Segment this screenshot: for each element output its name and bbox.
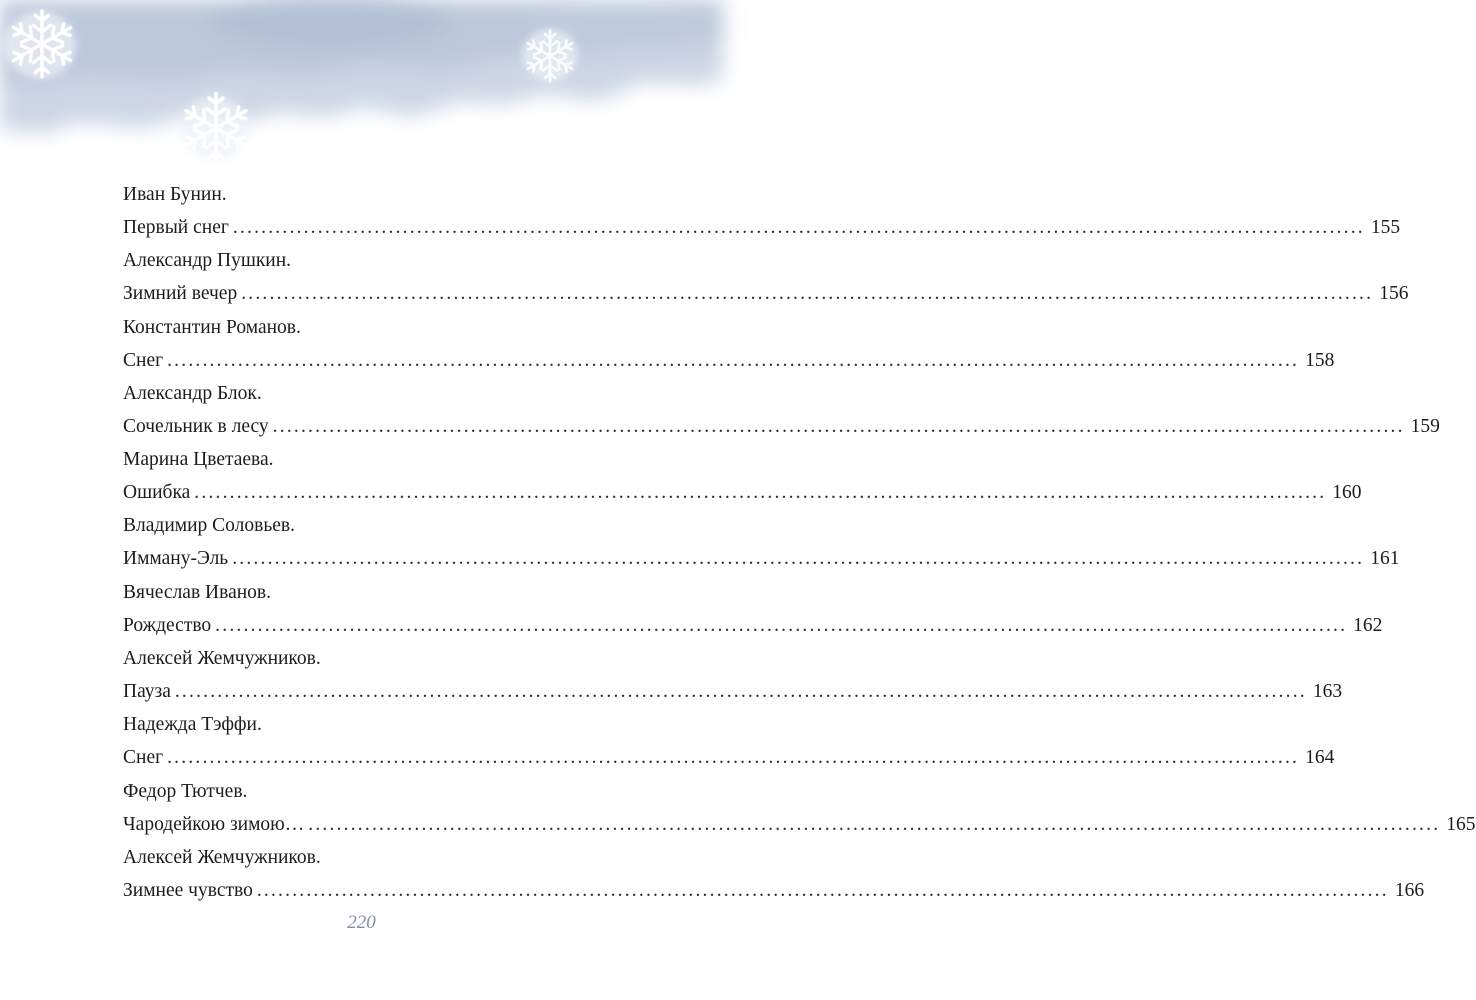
toc-author: Владимир Соловьев. [123, 515, 295, 537]
dot-leader: ................................................................................................................................................................ [194, 482, 1327, 504]
toc-page-number: 165 [1446, 813, 1476, 835]
toc-title: Снег [123, 349, 164, 371]
dot-leader: ................................................................................................................................................................ [272, 415, 1405, 437]
toc-title: Ошибка [123, 482, 191, 504]
toc-page-number: 156 [1379, 283, 1409, 305]
toc-author: Александр Пушкин. [123, 250, 292, 272]
toc-page-number: 162 [1353, 614, 1383, 636]
dot-leader: ................................................................................................................................................................ [232, 217, 1365, 238]
toc-title: Зимний вечер [123, 283, 238, 305]
table-of-contents [123, 178, 1476, 907]
toc-entry[interactable] [123, 443, 1362, 509]
dot-leader: ................................................................................................................................................................ [167, 349, 1300, 371]
toc-author: Александр Блок. [123, 382, 262, 404]
toc-page-number: 159 [1410, 415, 1440, 437]
dot-leader: ................................................................................................................................................................ [256, 879, 1389, 901]
toc-entry[interactable] [123, 708, 1335, 774]
toc-page-number: 160 [1332, 482, 1362, 504]
toc-entry[interactable] [123, 841, 1425, 907]
dot-leader: ................................................................................................................................................................ [241, 283, 1374, 305]
toc-entry[interactable] [123, 178, 1401, 244]
toc-page-number: 161 [1370, 548, 1400, 570]
toc-page-number: 163 [1312, 681, 1343, 703]
toc-title: Первый снег [123, 217, 229, 238]
toc-author: Федор Тютчев. [123, 780, 248, 802]
toc-author: Иван Бунин. [123, 184, 227, 205]
toc-author: Вячеслав Иванов. [123, 581, 272, 603]
toc-page-number: 166 [1394, 879, 1425, 901]
dot-leader: ................................................................................................................................................................ [215, 614, 1348, 636]
toc-author: Надежда Тэффи. [123, 714, 262, 736]
page-number: 220 [347, 912, 376, 933]
toc-author: Марина Цветаева. [123, 449, 274, 471]
toc-entry[interactable] [123, 244, 1409, 310]
toc-page-number: 164 [1305, 747, 1335, 769]
dot-leader: ................................................................................................................................................................ [174, 681, 1307, 703]
toc-author: Константин Романов. [123, 316, 301, 338]
toc-author: Алексей Жемчужников. [123, 846, 321, 868]
toc-title: Зимнее чувство [123, 879, 253, 901]
toc-title: Пауза [123, 681, 171, 703]
dot-leader: ................................................................................................................................................................ [167, 747, 1300, 769]
toc-title: Имману-Эль [123, 548, 229, 570]
dot-leader: ................................................................................................................................................................ [232, 548, 1365, 570]
toc-title: Сочельник в лесу [123, 415, 269, 437]
toc-entry[interactable] [123, 576, 1383, 642]
watercolor-header [0, 0, 723, 170]
toc-page-number: 155 [1370, 217, 1401, 238]
toc-entry[interactable] [123, 642, 1343, 708]
toc-entry[interactable] [123, 311, 1335, 377]
toc-page-number: 158 [1305, 349, 1335, 371]
dot-leader: ................................................................................................................................................................ [308, 813, 1441, 835]
toc-title: Рождество [123, 614, 212, 636]
toc-entry[interactable] [123, 775, 1476, 841]
toc-entry[interactable] [123, 377, 1440, 443]
toc-title: Чародейкою зимою… [123, 813, 305, 835]
toc-author: Алексей Жемчужников. [123, 648, 321, 670]
toc-entry[interactable] [123, 509, 1400, 575]
toc-title: Снег [123, 747, 164, 769]
